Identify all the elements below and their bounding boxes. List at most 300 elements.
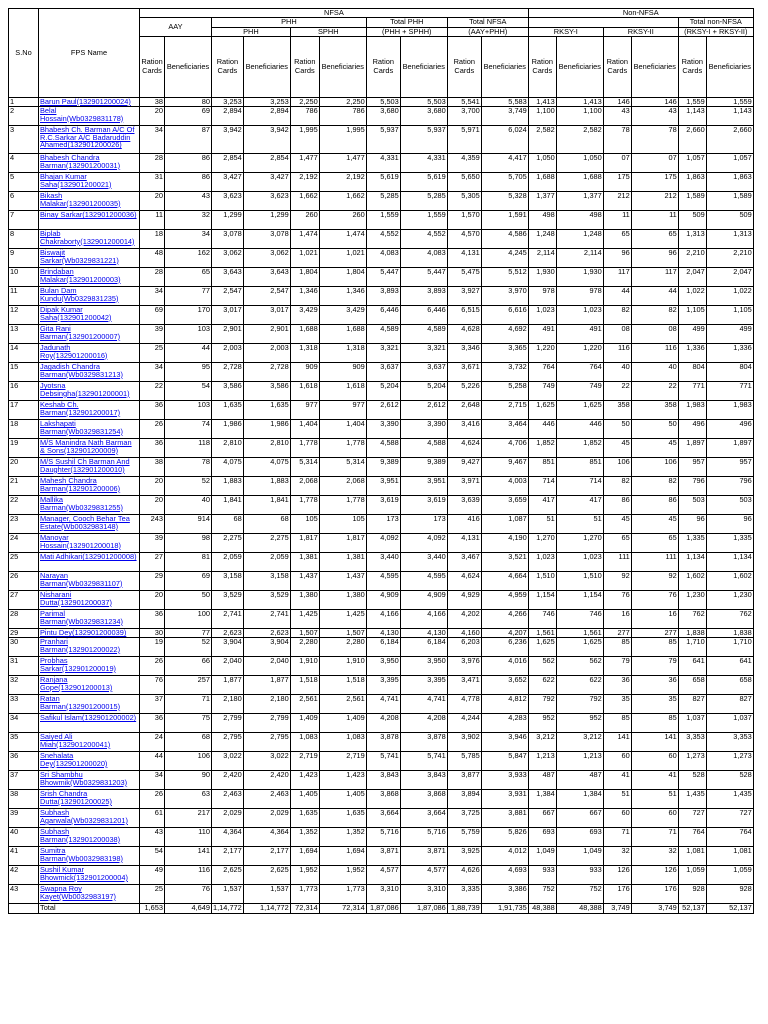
value-cell: 1,773: [290, 885, 319, 904]
fps-name-link[interactable]: Sri Shambhu Bhowmik(Wb0329831203): [39, 771, 140, 790]
value-cell: 509: [706, 211, 753, 230]
value-cell: 11: [140, 211, 165, 230]
serial-number-cell: 33: [9, 695, 39, 714]
beneficiaries-header: Beneficiaries: [556, 36, 603, 97]
value-cell: 76: [631, 591, 678, 610]
value-cell: 1,134: [706, 553, 753, 572]
value-cell: 1,589: [678, 192, 706, 211]
value-cell: 5,650: [447, 173, 481, 192]
value-cell: 1,817: [290, 534, 319, 553]
value-cell: 1,021: [319, 249, 366, 268]
value-cell: 827: [706, 695, 753, 714]
value-cell: 4,741: [400, 695, 447, 714]
fps-name-link[interactable]: Bhabesh Chandra Barman(132901200031): [39, 154, 140, 173]
value-cell: 3,871: [400, 847, 447, 866]
value-cell: 786: [290, 107, 319, 126]
value-cell: 217: [165, 809, 212, 828]
value-cell: 1,021: [290, 249, 319, 268]
fps-name-link[interactable]: Dipak Kumar Saha(132901200042): [39, 306, 140, 325]
total-phh-subheader: (PHH + SPHH): [366, 27, 447, 36]
non-nfsa-spacer: [528, 18, 678, 27]
fps-name-link[interactable]: Bhajan Kumar Saha(132901200021): [39, 173, 140, 192]
value-cell: 3,017: [243, 306, 290, 325]
value-cell: 3,659: [481, 496, 528, 515]
table-row: [9, 211, 754, 230]
value-cell: 1,897: [706, 439, 753, 458]
value-cell: 1,561: [556, 629, 603, 638]
value-cell: 19: [140, 638, 165, 657]
value-cell: 4,016: [481, 657, 528, 676]
value-cell: 5,741: [400, 752, 447, 771]
table-row: [9, 771, 754, 790]
value-cell: 3,931: [481, 790, 528, 809]
value-cell: 1,897: [678, 439, 706, 458]
value-cell: 52: [165, 638, 212, 657]
value-cell: 3,353: [706, 733, 753, 752]
value-cell: 1,995: [319, 126, 366, 154]
total-label: Total: [39, 904, 140, 914]
nfsa-header: NFSA: [140, 9, 529, 18]
serial-number-cell: 13: [9, 325, 39, 344]
value-cell: 622: [556, 676, 603, 695]
value-cell: 2,114: [556, 249, 603, 268]
value-cell: 30: [140, 629, 165, 638]
value-cell: 75: [165, 714, 212, 733]
table-row: [9, 192, 754, 211]
value-cell: 1,778: [319, 496, 366, 515]
table-row: [9, 287, 754, 306]
value-cell: 50: [165, 591, 212, 610]
fps-name-link[interactable]: Bikash Malakar(132901200035): [39, 192, 140, 211]
fps-name-link[interactable]: Pranhari Barman(132901200022): [39, 638, 140, 657]
value-cell: 5,204: [366, 382, 400, 401]
fps-name-link[interactable]: Ranjana Gope(132901200013): [39, 676, 140, 695]
total-value-cell: 1,91,735: [481, 904, 528, 914]
value-cell: 5,503: [400, 97, 447, 106]
value-cell: 60: [603, 752, 631, 771]
value-cell: 6,203: [447, 638, 481, 657]
value-cell: 1,413: [528, 97, 556, 106]
fps-name-link[interactable]: Mallika Barman(Wb0329831255): [39, 496, 140, 515]
value-cell: 3,725: [447, 809, 481, 828]
value-cell: 36: [140, 610, 165, 629]
value-cell: 69: [165, 107, 212, 126]
value-cell: 1,688: [556, 173, 603, 192]
value-cell: 2,728: [243, 363, 290, 382]
value-cell: 6,515: [447, 306, 481, 325]
value-cell: 2,612: [366, 401, 400, 420]
value-cell: 641: [678, 657, 706, 676]
value-cell: 2,275: [243, 534, 290, 553]
value-cell: 562: [556, 657, 603, 676]
fps-name-link[interactable]: Ratan Barman(132901200015): [39, 695, 140, 714]
value-cell: 1,409: [319, 714, 366, 733]
value-cell: 20: [140, 107, 165, 126]
value-cell: 3,416: [447, 420, 481, 439]
fps-name-link[interactable]: Sumitra Barman(Wb0032983198): [39, 847, 140, 866]
value-cell: 446: [528, 420, 556, 439]
beneficiaries-header: Beneficiaries: [319, 36, 366, 97]
value-cell: 45: [603, 515, 631, 534]
fps-name-link[interactable]: Mahesh Chandra Barman(132901200006): [39, 477, 140, 496]
beneficiaries-header: Beneficiaries: [481, 36, 528, 97]
value-cell: 693: [556, 828, 603, 847]
value-cell: 1,838: [678, 629, 706, 638]
value-cell: 417: [556, 496, 603, 515]
serial-number-cell: 1: [9, 97, 39, 106]
table-row: [9, 866, 754, 885]
value-cell: 3,732: [481, 363, 528, 382]
value-cell: 54: [165, 382, 212, 401]
value-cell: 3,950: [400, 657, 447, 676]
value-cell: 2,810: [212, 439, 244, 458]
value-cell: 4,207: [481, 629, 528, 638]
value-cell: 52: [165, 477, 212, 496]
value-cell: 105: [290, 515, 319, 534]
value-cell: 76: [603, 591, 631, 610]
value-cell: 3,868: [400, 790, 447, 809]
total-value-cell: 1,87,086: [400, 904, 447, 914]
value-cell: 28: [140, 154, 165, 173]
value-cell: 3,062: [212, 249, 244, 268]
value-cell: 36: [140, 401, 165, 420]
value-cell: 3,386: [481, 885, 528, 904]
value-cell: 2,003: [212, 344, 244, 363]
value-cell: 416: [447, 515, 481, 534]
value-cell: 32: [631, 847, 678, 866]
value-cell: 1,143: [678, 107, 706, 126]
fps-name-link[interactable]: Manoyar Hossain(132901200018): [39, 534, 140, 553]
value-cell: 2,463: [212, 790, 244, 809]
value-cell: 3,881: [481, 809, 528, 828]
table-row: [9, 847, 754, 866]
fps-name-link[interactable]: M/S Sushil Ch Barman And Daughter(132901200010): [39, 458, 140, 477]
fps-name-link[interactable]: Jadunath Roy(132901200016): [39, 344, 140, 363]
value-cell: 1,694: [319, 847, 366, 866]
fps-name-link[interactable]: Srish Chandra Dutta(132901200025): [39, 790, 140, 809]
value-cell: 4,595: [366, 572, 400, 591]
value-cell: 68: [165, 733, 212, 752]
value-cell: 5,226: [447, 382, 481, 401]
value-cell: 771: [706, 382, 753, 401]
value-cell: 762: [678, 610, 706, 629]
total-nfsa-subheader: (AAY+PHH): [447, 27, 528, 36]
value-cell: 528: [678, 771, 706, 790]
value-cell: 173: [400, 515, 447, 534]
value-cell: 496: [706, 420, 753, 439]
fps-name-link[interactable]: Pintu Dey(132901200039): [39, 629, 140, 638]
value-cell: 1,602: [678, 572, 706, 591]
value-cell: 2,192: [290, 173, 319, 192]
value-cell: 4,283: [481, 714, 528, 733]
value-cell: 48: [140, 249, 165, 268]
value-cell: 38: [140, 97, 165, 106]
value-cell: 4,266: [481, 610, 528, 629]
value-cell: 1,059: [706, 866, 753, 885]
fps-name-link[interactable]: Snehalata Dey(132901200020): [39, 752, 140, 771]
fps-name-link[interactable]: Parimal Barman(Wb0329831234): [39, 610, 140, 629]
value-cell: 2,625: [212, 866, 244, 885]
value-cell: 85: [631, 638, 678, 657]
value-cell: 5,314: [319, 458, 366, 477]
value-cell: 16: [631, 610, 678, 629]
value-cell: 4,909: [366, 591, 400, 610]
serial-number-cell: 34: [9, 714, 39, 733]
fps-name-link[interactable]: Nisharani Dutta(132901200037): [39, 591, 140, 610]
value-cell: 804: [706, 363, 753, 382]
value-cell: 641: [706, 657, 753, 676]
value-cell: 1,559: [400, 211, 447, 230]
value-cell: 3,893: [400, 287, 447, 306]
value-cell: 4,589: [366, 325, 400, 344]
value-cell: 4,588: [400, 439, 447, 458]
value-cell: 6,184: [366, 638, 400, 657]
phh-header: PHH: [212, 27, 291, 36]
fps-name-link[interactable]: Keshab Ch. Barman(132901200017): [39, 401, 140, 420]
value-cell: 5,583: [481, 97, 528, 106]
fps-name-link[interactable]: Bulan Dam Kundu(Wb0329831235): [39, 287, 140, 306]
total-sno-blank: [9, 904, 39, 914]
value-cell: 5,285: [400, 192, 447, 211]
value-cell: 1,050: [556, 154, 603, 173]
value-cell: 1,143: [706, 107, 753, 126]
value-cell: 1,986: [212, 420, 244, 439]
value-cell: 54: [140, 847, 165, 866]
serial-number-cell: 14: [9, 344, 39, 363]
total-non-nfsa-subheader: (RKSY-I + RKSY-II): [678, 27, 753, 36]
value-cell: 37: [140, 695, 165, 714]
value-cell: 50: [603, 420, 631, 439]
serial-number-cell: 36: [9, 752, 39, 771]
value-cell: 3,639: [447, 496, 481, 515]
value-cell: 1,023: [528, 306, 556, 325]
value-cell: 2,463: [243, 790, 290, 809]
value-cell: 25: [140, 344, 165, 363]
value-cell: 3,078: [243, 230, 290, 249]
total-value-cell: 48,388: [556, 904, 603, 914]
value-cell: 3,464: [481, 420, 528, 439]
value-cell: 3,843: [366, 771, 400, 790]
value-cell: 6,024: [481, 126, 528, 154]
total-value-cell: 48,388: [528, 904, 556, 914]
value-cell: 22: [631, 382, 678, 401]
value-cell: 1,405: [290, 790, 319, 809]
value-cell: 4,130: [400, 629, 447, 638]
fps-name-link[interactable]: Subhash Agarwala(Wb0329831201): [39, 809, 140, 828]
fps-name-link[interactable]: Narayan Barman(Wb0329831107): [39, 572, 140, 591]
value-cell: 176: [631, 885, 678, 904]
value-cell: 1,995: [290, 126, 319, 154]
value-cell: 1,986: [243, 420, 290, 439]
value-cell: 4,244: [447, 714, 481, 733]
value-cell: 243: [140, 515, 165, 534]
value-cell: 4,624: [447, 572, 481, 591]
value-cell: 1,404: [290, 420, 319, 439]
value-cell: 746: [528, 610, 556, 629]
value-cell: 80: [165, 97, 212, 106]
table-row: [9, 154, 754, 173]
value-cell: 44: [631, 287, 678, 306]
value-cell: 3,429: [290, 306, 319, 325]
ration-cards-header: Ration Cards: [528, 36, 556, 97]
value-cell: 162: [165, 249, 212, 268]
value-cell: 74: [165, 420, 212, 439]
fps-name-link[interactable]: Biplab Chakraborty(132901200014): [39, 230, 140, 249]
value-cell: 2,799: [243, 714, 290, 733]
value-cell: 2,795: [212, 733, 244, 752]
fps-name-link[interactable]: Mati Adhikari(132901200008): [39, 553, 140, 572]
value-cell: 503: [706, 496, 753, 515]
value-cell: 5,759: [447, 828, 481, 847]
value-cell: 1,778: [290, 496, 319, 515]
value-cell: 3,529: [243, 591, 290, 610]
fps-name-link[interactable]: Belal Hossain(Wb0329831178): [39, 107, 140, 126]
fps-name-link[interactable]: Gita Rani Barman(132901200007): [39, 325, 140, 344]
value-cell: 1,618: [290, 382, 319, 401]
fps-name-link[interactable]: M/S Manindra Nath Barman & Sons(132901200009): [39, 439, 140, 458]
value-cell: 5,512: [481, 268, 528, 287]
value-cell: 3,586: [243, 382, 290, 401]
fps-name-link[interactable]: Safikul Islam(132901200002): [39, 714, 140, 733]
value-cell: 85: [631, 714, 678, 733]
value-cell: 3,700: [447, 107, 481, 126]
value-cell: 1,983: [706, 401, 753, 420]
value-cell: 3,365: [481, 344, 528, 363]
value-cell: 43: [165, 192, 212, 211]
value-cell: 1,423: [319, 771, 366, 790]
value-cell: 51: [528, 515, 556, 534]
value-cell: 5,785: [447, 752, 481, 771]
fps-name-link[interactable]: Jagadish Chandra Barman(Wb0329831213): [39, 363, 140, 382]
value-cell: 1,510: [556, 572, 603, 591]
value-cell: 4,130: [366, 629, 400, 638]
value-cell: 1,230: [678, 591, 706, 610]
total-value-cell: 1,88,739: [447, 904, 481, 914]
value-cell: 3,427: [243, 173, 290, 192]
value-cell: 1,537: [243, 885, 290, 904]
value-cell: 126: [603, 866, 631, 885]
value-cell: 3,877: [447, 771, 481, 790]
ration-cards-header: Ration Cards: [678, 36, 706, 97]
value-cell: 509: [678, 211, 706, 230]
fps-name-link[interactable]: Barun Paul(132901200024): [39, 97, 140, 106]
value-cell: 2,810: [243, 439, 290, 458]
serial-number-cell: 9: [9, 249, 39, 268]
fps-name-link[interactable]: Subhash Barman(132901200038): [39, 828, 140, 847]
table-row: [9, 173, 754, 192]
fps-name-link[interactable]: Biswajit Sarkar(Wb0329831221): [39, 249, 140, 268]
value-cell: 2,901: [212, 325, 244, 344]
value-cell: 2,059: [212, 553, 244, 572]
value-cell: 79: [603, 657, 631, 676]
value-cell: 3,390: [400, 420, 447, 439]
value-cell: 212: [603, 192, 631, 211]
value-cell: 69: [140, 306, 165, 325]
value-cell: 746: [556, 610, 603, 629]
value-cell: 1,635: [290, 809, 319, 828]
serial-number-cell: 27: [9, 591, 39, 610]
serial-number-cell: 38: [9, 790, 39, 809]
value-cell: 3,951: [366, 477, 400, 496]
beneficiaries-header: Beneficiaries: [165, 36, 212, 97]
value-cell: 5,741: [366, 752, 400, 771]
total-value-cell: 1,87,086: [366, 904, 400, 914]
fps-name-link[interactable]: Swapna Roy Kayet(Wb0032983197): [39, 885, 140, 904]
value-cell: 36: [631, 676, 678, 695]
fps-name-link[interactable]: Brindaban Malakar(132901200003): [39, 268, 140, 287]
value-cell: 503: [678, 496, 706, 515]
value-cell: 2,582: [556, 126, 603, 154]
value-cell: 95: [165, 363, 212, 382]
value-cell: 1,377: [528, 192, 556, 211]
value-cell: 86: [603, 496, 631, 515]
value-cell: 277: [631, 629, 678, 638]
value-cell: 2,894: [212, 107, 244, 126]
value-cell: 3,022: [243, 752, 290, 771]
value-cell: 3,942: [243, 126, 290, 154]
value-cell: 4,092: [366, 534, 400, 553]
table-row: [9, 610, 754, 629]
fps-name-link[interactable]: Sushil Kumar Bhowmick(132901200004): [39, 866, 140, 885]
table-row: [9, 733, 754, 752]
value-cell: 1,602: [706, 572, 753, 591]
value-cell: 1,625: [528, 638, 556, 657]
value-cell: 60: [631, 752, 678, 771]
value-cell: 92: [603, 572, 631, 591]
value-cell: 1,083: [319, 733, 366, 752]
total-value-cell: 1,14,772: [213, 903, 242, 913]
fps-name-link[interactable]: Manager, Cooch Behar Tea Estate(Wb0032983148): [39, 515, 140, 534]
fps-name-link[interactable]: Jyotsna Debsingha(132901200001): [39, 382, 140, 401]
value-cell: 3,310: [366, 885, 400, 904]
value-cell: 4,131: [447, 249, 481, 268]
value-cell: 4,552: [400, 230, 447, 249]
value-cell: 1,817: [319, 534, 366, 553]
serial-number-cell: 40: [9, 828, 39, 847]
value-cell: 5,937: [400, 126, 447, 154]
value-cell: 3,321: [400, 344, 447, 363]
value-cell: 764: [678, 828, 706, 847]
value-cell: 3,637: [366, 363, 400, 382]
fps-name-link[interactable]: Probhas Sarkar(132901200019): [39, 657, 140, 676]
value-cell: 4,166: [366, 610, 400, 629]
value-cell: 44: [603, 287, 631, 306]
total-value-cell: 52,137: [706, 904, 753, 914]
value-cell: 2,854: [212, 154, 244, 173]
fps-name-link[interactable]: Bhabesh Ch. Barman A/C Of R.C.Sarkar A/C Badaruddin Ahamed(132901200026): [39, 126, 140, 154]
value-cell: 1,710: [706, 638, 753, 657]
value-cell: 43: [631, 107, 678, 126]
serial-number-cell: 39: [9, 809, 39, 828]
value-cell: 762: [706, 610, 753, 629]
fps-name-link[interactable]: Saiyed Ali Miah(132901200041): [39, 733, 140, 752]
table-row: [9, 420, 754, 439]
value-cell: 3,971: [447, 477, 481, 496]
value-cell: 9,467: [481, 458, 528, 477]
value-cell: 1,618: [319, 382, 366, 401]
value-cell: 1,273: [678, 752, 706, 771]
table-row: [9, 657, 754, 676]
value-cell: 496: [678, 420, 706, 439]
value-cell: 1,518: [319, 676, 366, 695]
serial-number-cell: 32: [9, 676, 39, 695]
fps-name-link[interactable]: Lakshapati Barman(Wb0329831254): [39, 420, 140, 439]
fps-name-link[interactable]: Binay Sarkar(132901200036): [39, 211, 140, 230]
value-cell: 2,250: [319, 97, 366, 106]
value-cell: 1,405: [319, 790, 366, 809]
value-cell: 771: [678, 382, 706, 401]
value-cell: 35: [631, 695, 678, 714]
